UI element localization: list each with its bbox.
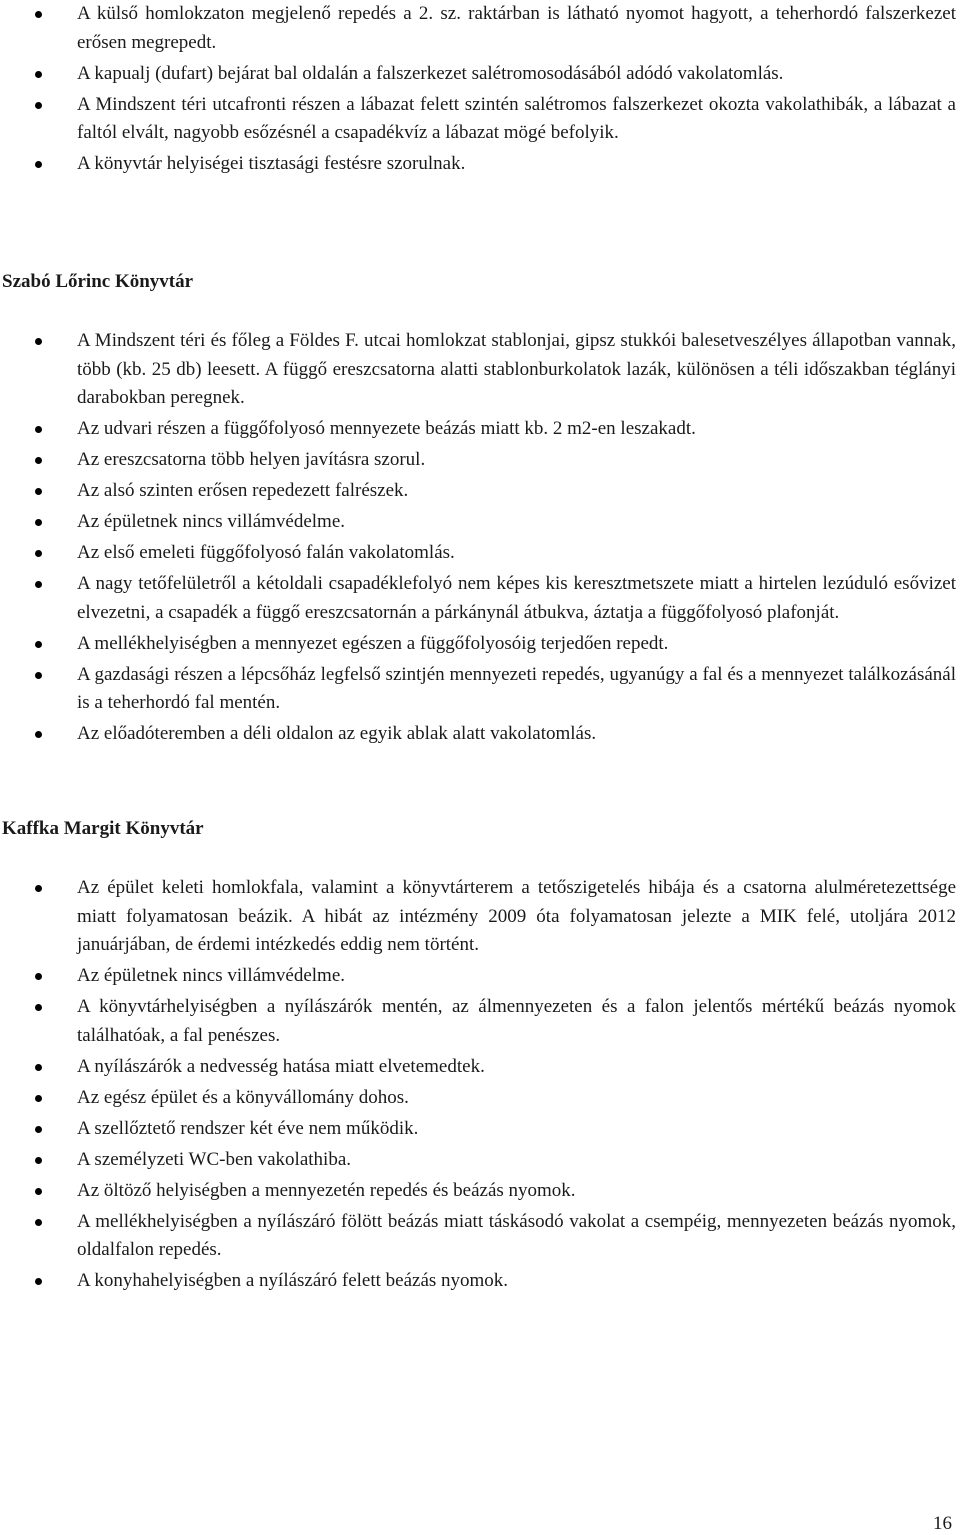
list-item: [0, 91, 956, 148]
list-item-text: A konyhahelyiségben a nyílászáró felett beázás nyomok.: [77, 1270, 509, 1292]
bullet-icon: [35, 581, 42, 588]
list-item: [0, 539, 956, 568]
list-item-text: A könyvtárhelyiségben a nyílászárók mentén, az álmennyezeten és a falon jelentős mértékű beázás nyomok találhatóak, a fal penészes.: [77, 996, 956, 1046]
bullet-icon: [35, 672, 42, 679]
list-item: [0, 446, 956, 475]
list-item-text: Az épület keleti homlokfala, valamint a könyvtárterem a tetőszigetelés hibája és a csatorna alulméretezettsége miatt folyamatosan beázik. A hibát az intézmény 2009 óta folyamatosan jelezte a MIK felé, utoljára 2012 januárjában, de érdemi intézkedés eddig nem történt.: [77, 877, 956, 956]
kaffka-bullet-list: [0, 874, 956, 1298]
list-item-text: Az udvari részen a függőfolyosó mennyezete beázás miatt kb. 2 m2-en leszakadt.: [77, 418, 696, 440]
section-heading-kaffka-margit: Kaffka Margit Könyvtár: [2, 818, 204, 839]
list-item-text: A mellékhelyiségben a mennyezet egészen a függőfolyosóig terjedően repedt.: [77, 632, 669, 654]
page-number: 16: [933, 1513, 952, 1534]
list-item: [0, 150, 956, 179]
list-item: [0, 415, 956, 444]
list-item: [0, 0, 956, 57]
list-item: [0, 508, 956, 537]
bullet-icon: [35, 1004, 42, 1011]
list-item-text: A személyzeti WC-ben vakolathiba.: [77, 1148, 352, 1170]
list-item-text: Az egész épület és a könyvállomány dohos.: [77, 1086, 409, 1108]
list-item: [0, 1084, 956, 1113]
list-item: [0, 661, 956, 718]
bullet-icon: [35, 1219, 42, 1226]
bullet-icon: [35, 973, 42, 980]
list-item: [0, 477, 956, 506]
list-item-text: A Mindszent téri utcafronti részen a lábazat felett szintén salétromos falszerkezet okozta vakolathibák, a lábazat a faltól elvált, nagyobb esőzésnél a csapadékvíz a lábazat mögé befolyik.: [77, 93, 956, 144]
list-item-text: A nyílászárók a nedvesség hatása miatt elvetemedtek.: [77, 1055, 485, 1077]
bullet-icon: [35, 338, 42, 345]
list-item-text: Az alsó szinten erősen repedezett falrészek.: [77, 480, 409, 502]
list-item-text: A könyvtár helyiségei tisztasági festésre szorulnak.: [77, 153, 466, 175]
list-item-text: Az ereszcsatorna több helyen javításra szorul.: [77, 449, 426, 471]
bullet-icon: [35, 1278, 42, 1285]
bullet-icon: [35, 1188, 42, 1195]
list-item-text: A mellékhelyiségben a nyílászáró fölött beázás miatt táskásodó vakolat a csempéig, mennyezeten beázás nyomok, oldalfalon repedés.: [77, 1210, 956, 1261]
list-item: [0, 962, 956, 991]
bullet-icon: [35, 488, 42, 495]
list-item-text: A nagy tetőfelületről a kétoldali csapadéklefolyó nem képes kis keresztmetszete miatt a hirtelen lezúduló esővizet elvezetni, a csapadék a függő ereszcsatornán a párkánynál átbukva, áztatja a függőfolyosó plafonját.: [77, 573, 956, 623]
szabo-bullet-list: [0, 327, 956, 751]
list-item: [0, 1177, 956, 1206]
list-item: [0, 1115, 956, 1144]
bullet-icon: [35, 11, 42, 18]
list-item: [0, 1208, 956, 1265]
list-item-text: A gazdasági részen a lépcsőház legfelső szintjén mennyezeti repedés, ugyanúgy a fal és a mennyezet találkozásánál is a teherhordó fal mentén.: [77, 663, 956, 714]
bullet-icon: [35, 550, 42, 557]
list-item-text: A külső homlokzaton megjelenő repedés a 2. sz. raktárban is látható nyomot hagyott, a teherhordó falszerkezet erősen megrepedt.: [77, 3, 956, 53]
list-item-text: A kapualj (dufart) bejárat bal oldalán a falszerkezet salétromosodásából adódó vakolatomlás.: [77, 62, 784, 84]
list-item: [0, 60, 956, 89]
bullet-icon: [35, 641, 42, 648]
list-item: [0, 1053, 956, 1082]
bullet-icon: [35, 1157, 42, 1164]
list-item: [0, 720, 956, 749]
list-item: [0, 1146, 956, 1175]
bullet-icon: [35, 731, 42, 738]
list-item: [0, 630, 956, 659]
bullet-icon: [35, 519, 42, 526]
list-item: [0, 1267, 956, 1296]
bullet-icon: [35, 1095, 42, 1102]
list-item: [0, 874, 956, 960]
list-item-text: Az előadóteremben a déli oldalon az egyik ablak alatt vakolatomlás.: [77, 723, 597, 745]
bullet-icon: [35, 102, 42, 109]
list-item-text: A Mindszent téri és főleg a Földes F. utcai homlokzat stablonjai, gipsz stukkói balesetveszélyes állapotban vannak, több (kb. 25 db) leesett. A függő ereszcsatorna alatti stablonburkolatok lazák, különösen a téli időszakban téglányi darabokban peregnek.: [77, 330, 956, 409]
list-item-text: Az öltöző helyiségben a mennyezetén repedés és beázás nyomok.: [77, 1179, 576, 1201]
bullet-icon: [35, 885, 42, 892]
top-bullet-list: [0, 0, 956, 181]
list-item: [0, 327, 956, 413]
list-item-text: Az első emeleti függőfolyosó falán vakolatomlás.: [77, 542, 455, 564]
list-item-text: Az épületnek nincs villámvédelme.: [77, 511, 346, 533]
bullet-icon: [35, 71, 42, 78]
bullet-icon: [35, 457, 42, 464]
bullet-icon: [35, 426, 42, 433]
bullet-icon: [35, 1126, 42, 1133]
bullet-icon: [35, 1064, 42, 1071]
list-item: [0, 993, 956, 1050]
bullet-icon: [35, 161, 42, 168]
list-item: [0, 570, 956, 627]
list-item-text: Az épületnek nincs villámvédelme.: [77, 965, 346, 987]
section-heading-szabo-lorinc: Szabó Lőrinc Könyvtár: [2, 271, 194, 292]
list-item-text: A szellőztető rendszer két éve nem működik.: [77, 1117, 419, 1139]
